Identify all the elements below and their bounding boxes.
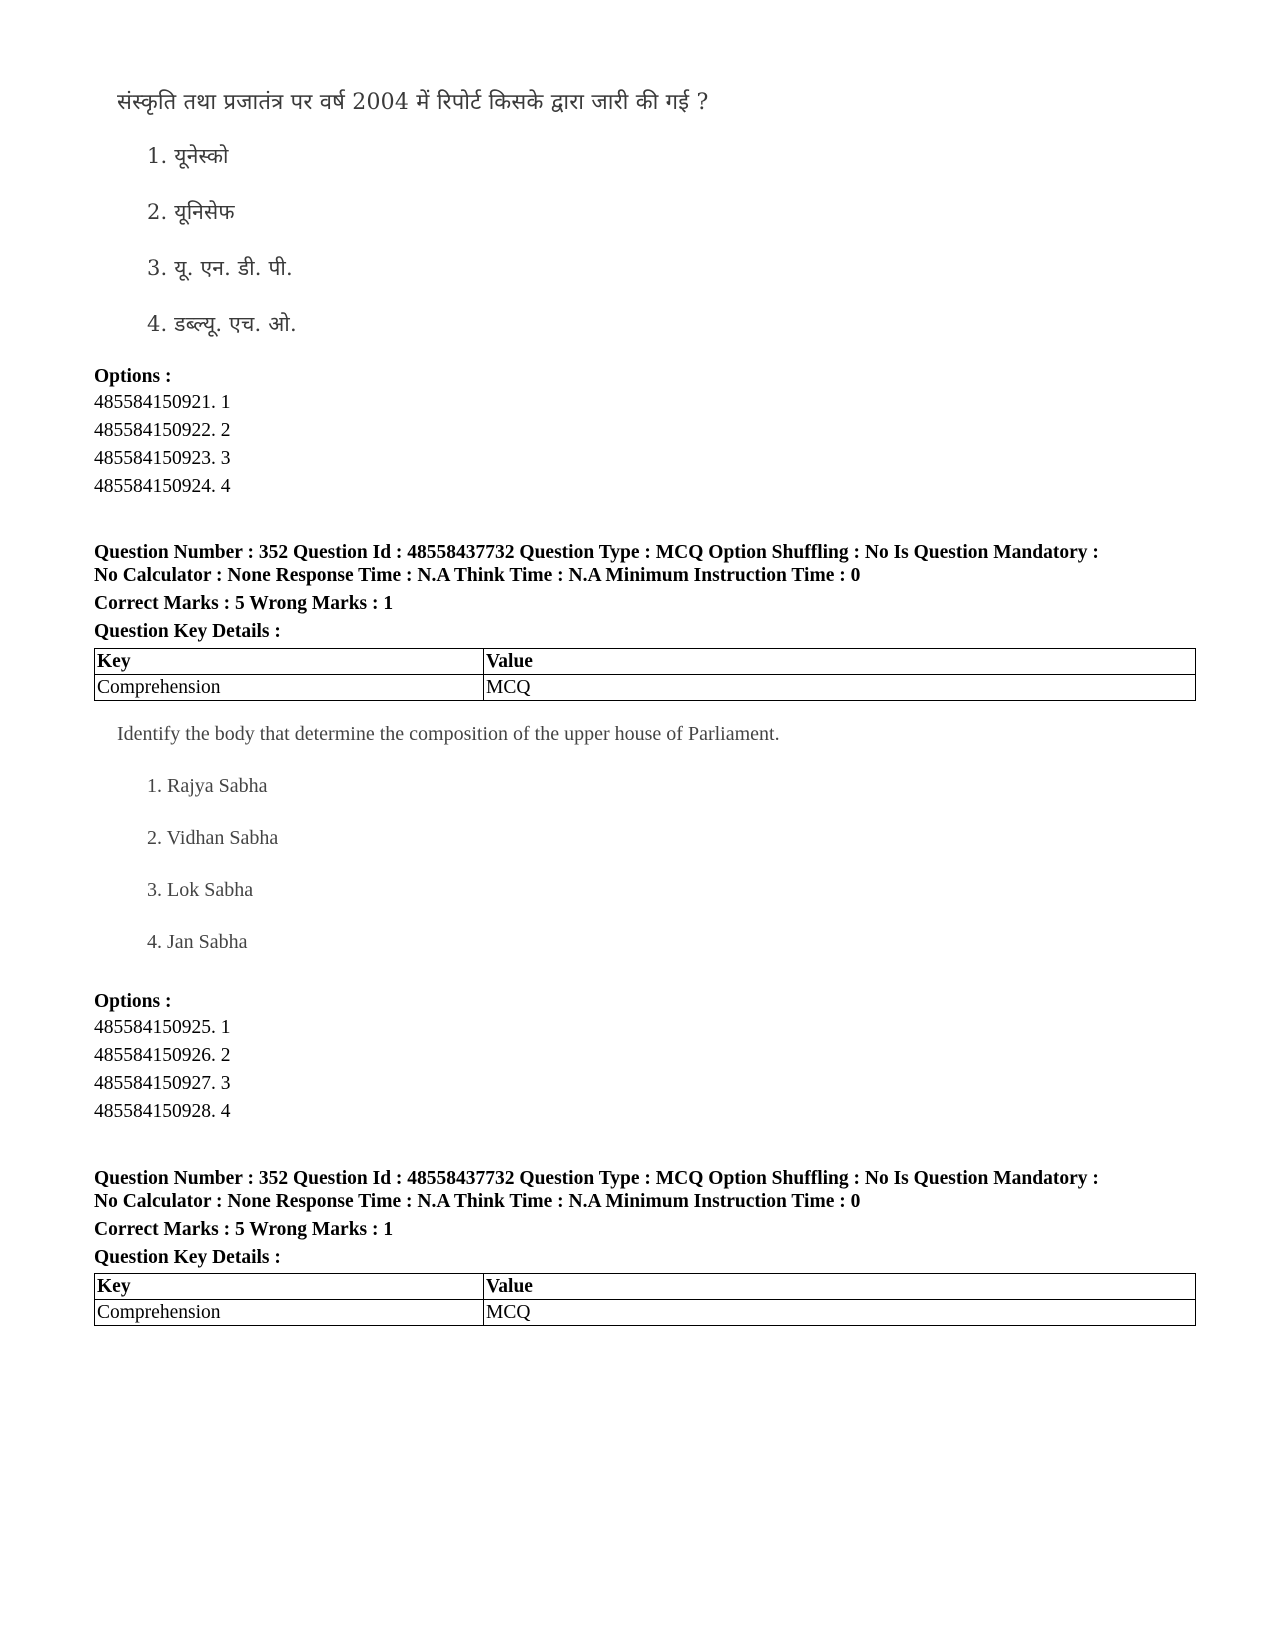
table-header-key: Key: [95, 649, 484, 675]
marks-line: Correct Marks : 5 Wrong Marks : 1: [94, 1219, 394, 1240]
key-details-label: Question Key Details :: [94, 1247, 281, 1268]
question-2-choice-1: 1. Rajya Sabha: [147, 775, 268, 797]
question-1-stem: संस्कृति तथा प्रजातंत्र पर वर्ष 2004 में रिपोर्ट किसके द्वारा जारी की गई ?: [117, 90, 709, 115]
question-meta-line-2: No Calculator : None Response Time : N.A Think Time : N.A Minimum Instruction Time : 0: [94, 1191, 861, 1212]
key-value-table-1: [94, 648, 1196, 701]
question-2-choice-4: 4. Jan Sabha: [147, 931, 248, 953]
table-cell-value: MCQ: [484, 1300, 1196, 1326]
option-id-7: 485584150927. 3: [94, 1073, 231, 1094]
table-header-value: Value: [484, 649, 1196, 675]
table-cell-key: Comprehension: [95, 675, 484, 701]
marks-line: Correct Marks : 5 Wrong Marks : 1: [94, 593, 394, 614]
question-1-choice-3: 3. यू. एन. डी. पी.: [147, 256, 293, 280]
option-id-1: 485584150921. 1: [94, 392, 231, 413]
options-label-2: Options :: [94, 991, 172, 1012]
key-details-label: Question Key Details :: [94, 621, 281, 642]
option-id-2: 485584150922. 2: [94, 420, 231, 441]
question-1-choice-2: 2. यूनिसेफ: [147, 200, 235, 224]
question-meta-line-2: No Calculator : None Response Time : N.A Think Time : N.A Minimum Instruction Time : 0: [94, 565, 861, 586]
option-id-6: 485584150926. 2: [94, 1045, 231, 1066]
table-header-key: Key: [95, 1274, 484, 1300]
option-id-5: 485584150925. 1: [94, 1017, 231, 1038]
question-2-stem: Identify the body that determine the composition of the upper house of Parliament.: [117, 723, 780, 745]
question-2-choice-3: 3. Lok Sabha: [147, 879, 254, 901]
question-2-choice-2: 2. Vidhan Sabha: [147, 827, 279, 849]
table-row: [95, 649, 1196, 675]
question-meta-line-1: Question Number : 352 Question Id : 48558437732 Question Type : MCQ Option Shuffling : No Is Question Mandatory :: [94, 1168, 1099, 1189]
option-id-3: 485584150923. 3: [94, 448, 231, 469]
table-cell-key: Comprehension: [95, 1300, 484, 1326]
key-value-table-2: [94, 1273, 1196, 1326]
table-row: [95, 675, 1196, 701]
table-row: [95, 1300, 1196, 1326]
question-1-choice-1: 1. यूनेस्को: [147, 144, 229, 168]
option-id-4: 485584150924. 4: [94, 476, 231, 497]
table-header-value: Value: [484, 1274, 1196, 1300]
option-id-8: 485584150928. 4: [94, 1101, 231, 1122]
question-1-choice-4: 4. डब्ल्यू. एच. ओ.: [147, 312, 297, 336]
table-cell-value: MCQ: [484, 675, 1196, 701]
question-meta-line-1: Question Number : 352 Question Id : 48558437732 Question Type : MCQ Option Shuffling : No Is Question Mandatory :: [94, 542, 1099, 563]
table-row: [95, 1274, 1196, 1300]
options-label-1: Options :: [94, 366, 172, 387]
